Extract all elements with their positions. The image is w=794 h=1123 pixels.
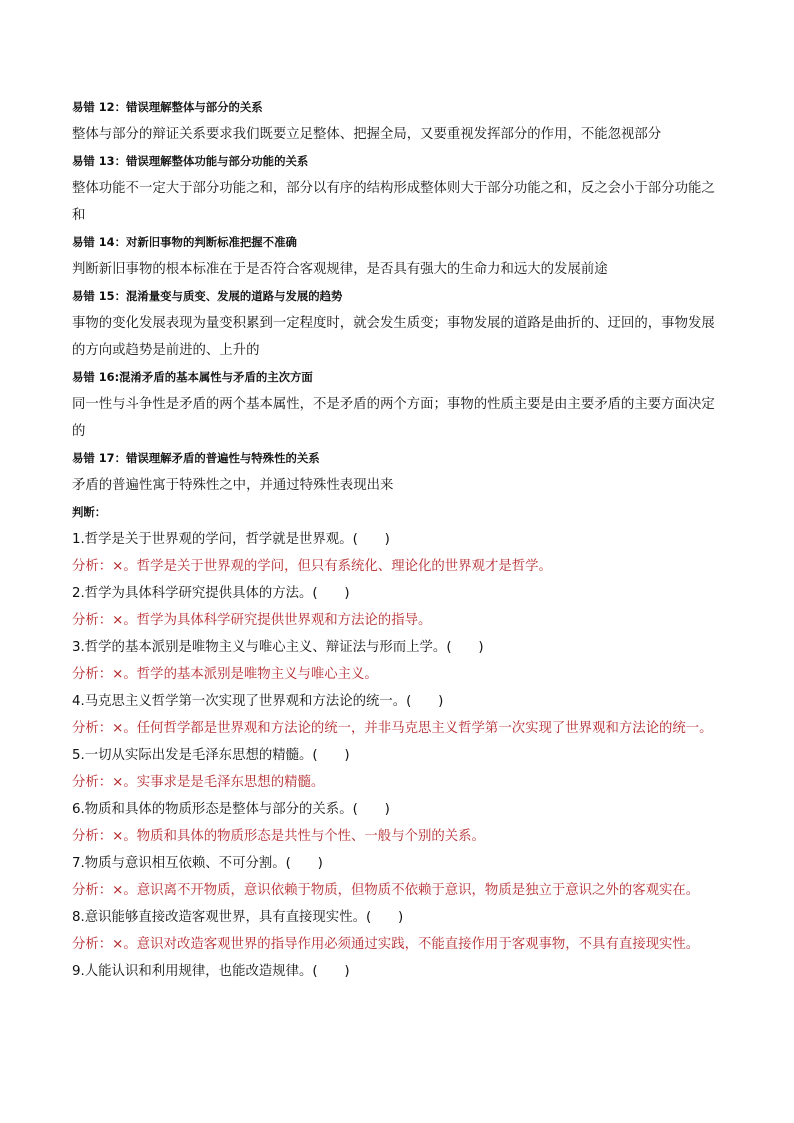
error-heading-16: 易错 16:混淆矛盾的基本属性与矛盾的主次方面 [72, 370, 313, 384]
error-heading-12: 易错 12：错误理解整体与部分的关系 [72, 100, 263, 114]
judge-answer-8: 分析：×。意识对改造客观世界的指导作用必须通过实践，不能直接作用于客观事物，不具有直接现实性。 [72, 937, 700, 952]
document-body [72, 94, 724, 985]
judge-question-1: 1.哲学是关于世界观的学问，哲学就是世界观。( ) [72, 532, 390, 547]
error-body-14: 判断新旧事物的根本标准在于是否符合客观规律，是否具有强大的生命力和远大的发展前途 [72, 262, 608, 277]
judge-answer-2: 分析：×。哲学为具体科学研究提供世界观和方法论的指导。 [72, 613, 432, 628]
judge-heading: 判断： [72, 505, 107, 519]
judge-question-9: 9.人能认识和利用规律，也能改造规律。( ) [72, 964, 350, 979]
error-body-12: 整体与部分的辩证关系要求我们既要立足整体、把握全局，又要重视发挥部分的作用，不能忽视部分 [72, 127, 662, 142]
judge-question-7: 7.物质与意识相互依赖、不可分割。( ) [72, 856, 323, 871]
judge-question-6: 6.物质和具体的物质形态是整体与部分的关系。( ) [72, 802, 390, 817]
judge-answer-6: 分析：×。物质和具体的物质形态是共性与个性、一般与个别的关系。 [72, 829, 485, 844]
judge-answer-4: 分析：×。任何哲学都是世界观和方法论的统一，并非马克思主义哲学第一次实现了世界观和方法论的统一。 [72, 721, 713, 736]
judge-question-8: 8.意识能够直接改造客观世界，具有直接现实性。( ) [72, 910, 404, 925]
error-heading-17: 易错 17：错误理解矛盾的普遍性与特殊性的关系 [72, 451, 320, 465]
error-heading-13: 易错 13：错误理解整体功能与部分功能的关系 [72, 154, 309, 168]
judge-question-5: 5.一切从实际出发是毛泽东思想的精髓。( ) [72, 748, 350, 763]
judge-question-4: 4.马克思主义哲学第一次实现了世界观和方法论的统一。( ) [72, 694, 444, 709]
judge-question-2: 2.哲学为具体科学研究提供具体的方法。( ) [72, 586, 350, 601]
error-body-16: 同一性与斗争性是矛盾的两个基本属性，不是矛盾的两个方面；事物的性质主要是由主要矛盾的主要方面决定的 [72, 397, 715, 439]
error-heading-15: 易错 15：混淆量变与质变、发展的道路与发展的趋势 [72, 289, 343, 303]
judge-answer-5: 分析：×。实事求是是毛泽东思想的精髓。 [72, 775, 325, 790]
error-body-13: 整体功能不一定大于部分功能之和，部分以有序的结构形成整体则大于部分功能之和，反之会小于部分功能之和 [72, 181, 715, 223]
judge-answer-3: 分析：×。哲学的基本派别是唯物主义与唯心主义。 [72, 667, 378, 682]
judge-answer-7: 分析：×。意识离不开物质，意识依赖于物质，但物质不依赖于意识，物质是独立于意识之外的客观实在。 [72, 883, 700, 898]
error-heading-14: 易错 14：对新旧事物的判断标准把握不准确 [72, 235, 297, 249]
judge-question-3: 3.哲学的基本派别是唯物主义与唯心主义、辩证法与形而上学。( ) [72, 640, 484, 655]
error-body-17: 矛盾的普遍性寓于特殊性之中，并通过特殊性表现出来 [72, 478, 394, 493]
error-body-15: 事物的变化发展表现为量变积累到一定程度时，就会发生质变；事物发展的道路是曲折的、迂回的，事物发展的方向或趋势是前进的、上升的 [72, 316, 715, 358]
judge-answer-1: 分析：×。哲学是关于世界观的学问，但只有系统化、理论化的世界观才是哲学。 [72, 559, 552, 574]
